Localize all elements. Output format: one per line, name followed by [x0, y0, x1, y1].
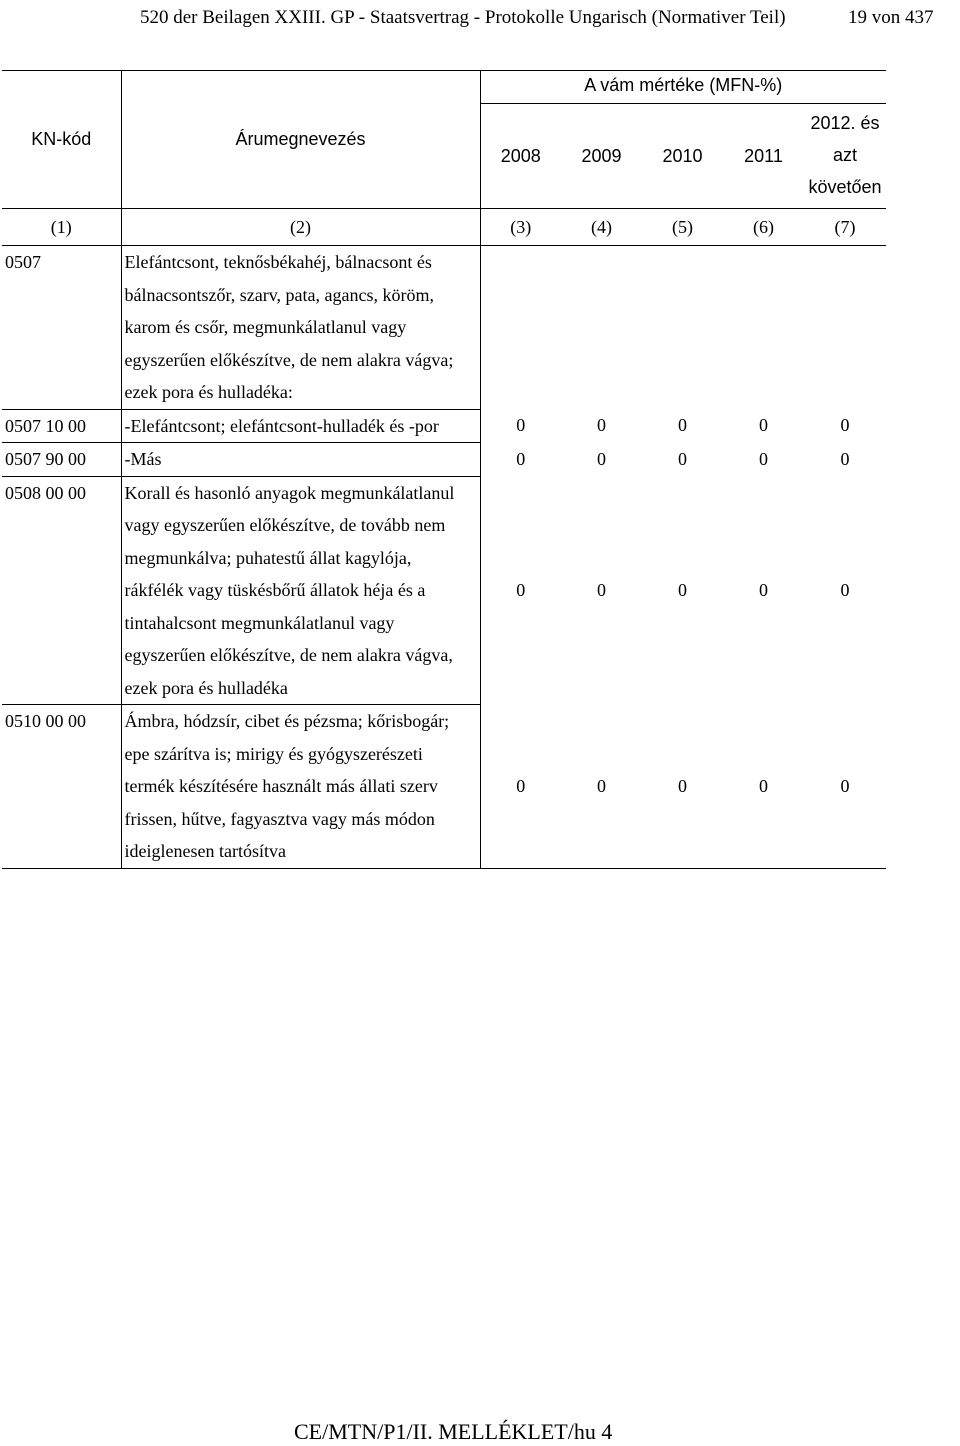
- column-number: (6): [723, 209, 804, 246]
- rate-value: 0: [678, 415, 687, 435]
- rate-cell-col6: [723, 476, 804, 705]
- rate-spacer: [804, 705, 886, 738]
- description-line: ideiglenesen tartósítva: [124, 841, 286, 861]
- description-line: rákfélék vagy tüskésbőrű állatok héja és a: [124, 580, 426, 600]
- page-number: 19 von 437: [848, 7, 934, 28]
- rate-spacer: [642, 705, 723, 738]
- rate-value: [723, 246, 804, 279]
- description-line: megmunkálva; puhatestű állat kagylója,: [124, 547, 412, 568]
- rate-value: 0: [516, 448, 526, 469]
- rate-cell-col4: [561, 246, 642, 410]
- rate-cell-col6: [723, 246, 804, 410]
- header-year7-line: 2012. és: [810, 113, 880, 133]
- rate-spacer: [804, 509, 886, 542]
- table-row: [2, 705, 886, 869]
- kn-code-cell: 0507: [2, 246, 121, 410]
- tariff-body: [2, 246, 886, 869]
- description-line: egyszerűen előkészítve, de nem alakra vágva,: [124, 645, 453, 665]
- description-line: epe szárítva is; mirigy és gyógyszerészeti: [124, 743, 423, 764]
- rate-spacer: [723, 705, 804, 738]
- rate-value: 0: [840, 579, 850, 600]
- rate-cell-col3: [480, 246, 561, 410]
- rate-spacer: [642, 737, 723, 770]
- rate-value: 0: [678, 448, 687, 469]
- rate-value: [481, 246, 562, 279]
- kn-code-cell: 0507 90 00: [2, 443, 121, 477]
- rate-value: 0: [597, 775, 606, 796]
- description-cell: [121, 409, 480, 443]
- description-line: tintahalcsont megmunkálatlanul vagy: [124, 612, 395, 633]
- description-line: vagy egyszerűen előkészítve, de tovább nem: [124, 515, 446, 535]
- header-year-2008: 2008: [500, 145, 541, 166]
- description-line: Ámbra, hódzsír, cibet és pézsma; kőrisbogár;: [124, 711, 450, 731]
- rate-spacer: [561, 541, 642, 574]
- page-footer: CE/MTN/P1/II. MELLÉKLET/hu 4: [294, 1419, 613, 1444]
- kn-code-cell: 0508 00 00: [2, 476, 121, 705]
- rate-cell-col3: [480, 443, 561, 477]
- column-number: (3): [480, 209, 561, 246]
- description-cell: [121, 705, 480, 869]
- column-number: (7): [804, 209, 886, 246]
- rate-value: 0: [516, 579, 526, 600]
- rate-spacer: [481, 705, 562, 738]
- rate-cell-col7: [804, 476, 886, 705]
- rate-cell-col5: [642, 443, 723, 477]
- kn-code-cell: 0507 10 00: [2, 409, 121, 443]
- rate-cell-col7: [804, 246, 886, 410]
- rate-value: [642, 246, 723, 279]
- rate-cell-col7: [804, 705, 886, 869]
- rate-cell-col7: [804, 443, 886, 477]
- description-cell: [121, 476, 480, 705]
- rate-value: 0: [759, 775, 768, 796]
- header-year-2009: 2009: [581, 145, 622, 166]
- description-line: -Elefántcsont; elefántcsont-hulladék és -por: [124, 415, 439, 436]
- rate-spacer: [561, 737, 642, 770]
- rate-cell-col4: [561, 443, 642, 477]
- rate-cell-col4: [561, 476, 642, 705]
- rate-spacer: [642, 509, 723, 542]
- rate-value: 0: [678, 579, 687, 600]
- rate-spacer: [561, 509, 642, 542]
- rate-value: 0: [759, 448, 768, 469]
- header-kn-code: KN-kód: [2, 71, 121, 209]
- rate-cell-col3: [480, 705, 561, 869]
- rate-cell-col4: [561, 409, 642, 443]
- header-description: Árumegnevezés: [121, 71, 480, 209]
- description-line: Korall és hasonló anyagok megmunkálatlanul: [124, 482, 455, 503]
- rate-cell-col5: [642, 409, 723, 443]
- description-line: karom és csőr, megmunkálatlanul vagy: [124, 317, 407, 337]
- description-line: bálnacsontszőr, szarv, pata, agancs, köröm,: [124, 284, 434, 305]
- rate-value: 0: [597, 448, 606, 469]
- rate-spacer: [804, 541, 886, 574]
- rate-spacer: [642, 476, 723, 509]
- table-row: [2, 246, 886, 410]
- rate-spacer: [561, 476, 642, 509]
- rate-value: 0: [840, 775, 850, 796]
- rate-value: 0: [516, 775, 526, 796]
- description-line: termék készítésére használt más állati szerv: [124, 776, 438, 796]
- rate-value: 0: [597, 579, 606, 600]
- header-rate-group: A vám mértéke (MFN-%): [480, 71, 886, 104]
- table-row: [2, 409, 886, 443]
- description-cell: [121, 443, 480, 477]
- rate-value: 0: [516, 415, 526, 435]
- rate-spacer: [804, 476, 886, 509]
- rate-value: 0: [759, 415, 768, 435]
- rate-value: [561, 246, 642, 279]
- header-year-2011: 2011: [744, 145, 783, 166]
- rate-value: 0: [840, 448, 850, 469]
- kn-code-cell: 0510 00 00: [2, 705, 121, 869]
- rate-cell-col5: [642, 476, 723, 705]
- header-year7-line: követően: [808, 177, 882, 197]
- description-line: -Más: [124, 449, 162, 469]
- rate-cell-col6: [723, 443, 804, 477]
- table-row: [2, 476, 886, 705]
- rate-cell-col3: [480, 409, 561, 443]
- column-number: (1): [2, 209, 121, 246]
- header-year7-line: azt: [833, 145, 858, 165]
- rate-spacer: [481, 737, 562, 770]
- rate-spacer: [804, 737, 886, 770]
- rate-value: 0: [678, 775, 687, 796]
- rate-cell-col5: [642, 705, 723, 869]
- column-number: (5): [642, 209, 723, 246]
- rate-spacer: [481, 541, 562, 574]
- rate-spacer: [723, 476, 804, 509]
- description-line: ezek pora és hulladéka:: [124, 382, 293, 402]
- rate-value: [804, 246, 886, 279]
- column-number: (2): [121, 209, 480, 246]
- rate-cell-col3: [480, 476, 561, 705]
- rate-value: 0: [759, 579, 768, 600]
- rate-cell-col4: [561, 705, 642, 869]
- rate-spacer: [481, 509, 562, 542]
- rate-cell-col7: [804, 409, 886, 443]
- page-header: [0, 4, 960, 32]
- description-cell: [121, 246, 480, 410]
- rate-cell-col5: [642, 246, 723, 410]
- description-line: egyszerűen előkészítve, de nem alakra vágva;: [124, 349, 454, 370]
- rate-spacer: [723, 541, 804, 574]
- table-row: [2, 443, 886, 477]
- rate-spacer: [723, 509, 804, 542]
- rate-value: 0: [597, 415, 606, 435]
- rate-value: 0: [840, 415, 850, 435]
- description-line: ezek pora és hulladéka: [124, 677, 288, 698]
- description-line: Elefántcsont, teknősbékahéj, bálnacsont és: [124, 252, 432, 272]
- rate-spacer: [642, 541, 723, 574]
- description-line: frissen, hűtve, fagyasztva vagy más módon: [124, 808, 435, 829]
- tariff-table: [2, 70, 886, 869]
- header-year-2012-onwards: [804, 104, 886, 209]
- rate-cell-col6: [723, 705, 804, 869]
- header-year-2010: 2010: [662, 145, 703, 166]
- rate-spacer: [723, 737, 804, 770]
- column-number: (4): [561, 209, 642, 246]
- rate-cell-col6: [723, 409, 804, 443]
- page-header-title: 520 der Beilagen XXIII. GP - Staatsvertrag - Protokolle Ungarisch (Normativer Teil): [140, 7, 786, 28]
- rate-spacer: [561, 705, 642, 738]
- rate-spacer: [481, 476, 562, 509]
